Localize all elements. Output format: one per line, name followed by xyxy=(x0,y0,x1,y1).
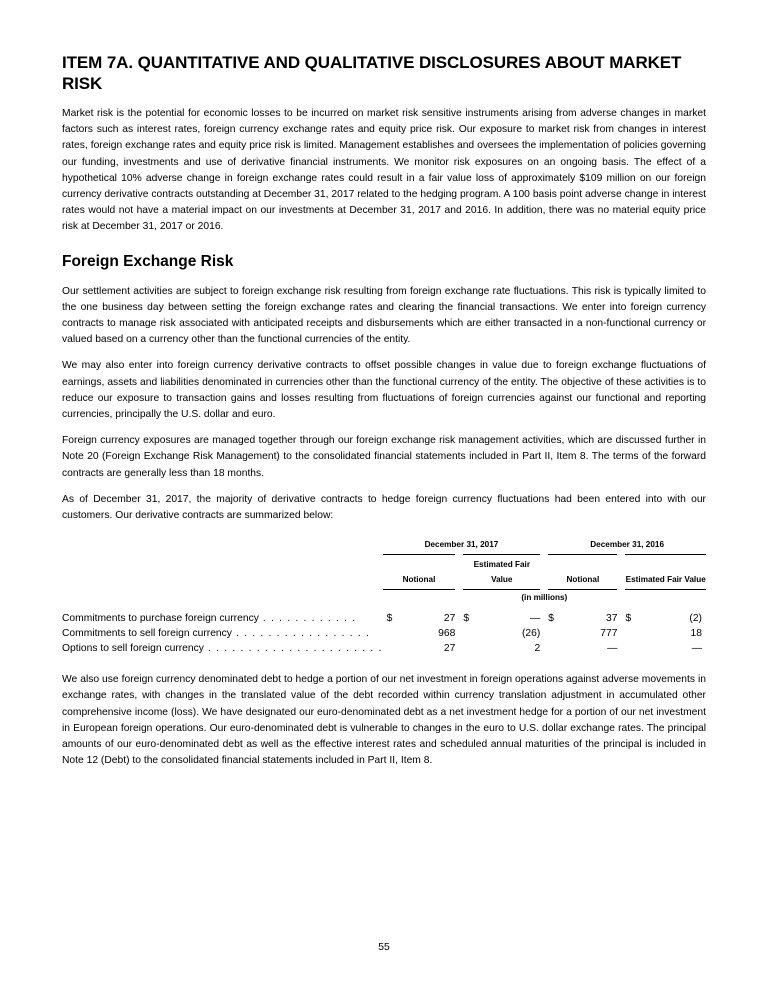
period-2017-header: December 31, 2017 xyxy=(383,537,545,555)
fair-value-2016-value: — xyxy=(691,643,702,655)
fair-value-2016-header: Estimated Fair Value xyxy=(621,555,706,590)
currency-symbol: $ xyxy=(386,613,393,625)
item-heading: ITEM 7A. QUANTITATIVE AND QUALITATIVE DISCLOSURES ABOUT MARKET RISK xyxy=(62,53,682,93)
fair-value-2016-value: (2) xyxy=(689,613,702,625)
notional-2016-header: Notional xyxy=(544,555,621,590)
body-paragraph-3: Foreign currency exposures are managed together through our foreign exchange risk management activities, which are discussed further in Note 20 (Foreign Exchange Risk Management) to the consolidated financial statements included in Part II, Item 8. The terms of the forward contracts are generally less than 18 months. xyxy=(62,435,706,479)
table-units: (in millions) xyxy=(521,593,568,603)
currency-symbol: $ xyxy=(463,613,470,625)
closing-paragraph: We also use foreign currency denominated debt to hedge a portion of our net investment in foreign operations against adverse movements in exchange rates, with changes in the translated value of the debt recorded within currency translation adjustment in accumulated other comprehensive income (loss). We have designated our euro-denominated debt as a net investment hedge for a portion of our net investment in European foreign operations. Our euro-denominated debt is vulnerable to changes in the euro to U.S. dollar exchange rates. The principal amounts of our euro-denominated debt as well as the effective interest rates and scheduled annual maturities of the principal is included in Note 12 (Debt) to the consolidated financial statements included in Part II, Item 8. xyxy=(62,674,706,767)
row-label: Options to sell foreign currency . . . . . . . . . . . . . . . . . . . . . . xyxy=(62,643,383,655)
period-2016-header: December 31, 2016 xyxy=(544,537,706,555)
table-column-header-row xyxy=(62,555,706,590)
body-paragraph-2: We may also enter into foreign currency derivative contracts to offset possible changes in value due to foreign exchange fluctuations of earnings, assets and liabilities denominated in currencies other than the functional currency of the entity. The objective of these activities is to reduce our exposure to transaction gains and losses resulting from fluctuations of foreign currencies against our functional and reporting currencies, principally the U.S. dollar and euro. xyxy=(62,360,706,421)
table-row xyxy=(62,605,706,626)
notional-2016-value: — xyxy=(607,643,618,655)
notional-2016-value: 777 xyxy=(600,628,618,640)
notional-2016-value: 37 xyxy=(605,613,618,625)
intro-paragraph: Market risk is the potential for economic losses to be incurred on market risk sensitive instruments arising from adverse changes in market factors such as interest rates, foreign currency exchange rates and equity price risk. Our exposure to market risk from changes in interest rates, foreign exchange rates and equity price risk is limited. Management establishes and oversees the implementation of policies governing our funding, investments and use of derivative financial instruments. We monitor risk exposures on an ongoing basis. The effect of a hypothetical 10% adverse change in foreign exchange rates could result in a fair value loss of approximately $109 million on our foreign currency derivative contracts outstanding at December 31, 2017 related to the hedging program. A 100 basis point adverse change in interest rates would not have a material impact on our investments at December 31, 2017 and 2016. In addition, there was no material equity price risk at December 31, 2017 or 2016. xyxy=(62,108,706,233)
fair-value-2017-header: Estimated Fair Value xyxy=(459,555,544,590)
notional-2017-value: 27 xyxy=(443,613,456,625)
table-units-row xyxy=(62,590,706,606)
fair-value-2016-value: 18 xyxy=(690,628,702,640)
body-paragraph-4: As of December 31, 2017, the majority of derivative contracts to hedge foreign currency fluctuations had been entered into with our customers. Our derivative contracts are summarized below: xyxy=(62,493,706,522)
table-row xyxy=(62,641,706,656)
body-paragraph-1: Our settlement activities are subject to foreign exchange risk resulting from foreign exchange rate fluctuations. This risk is typically limited to the one business day between setting the foreign exchange rates and clearing the financial transactions. We enter into foreign currency contracts to manage risk associated with anticipated receipts and disbursements which are either transacted in a non-functional currency or valued based on a currency other than the functional currencies of the entity. xyxy=(62,285,706,346)
table-row xyxy=(62,626,706,641)
notional-2017-header: Notional xyxy=(383,555,460,590)
fair-value-2017-value: 2 xyxy=(534,643,541,655)
row-label: Commitments to sell foreign currency . . . . . . . . . . . . . . . . . xyxy=(62,628,371,640)
currency-symbol: $ xyxy=(548,613,555,625)
currency-symbol: $ xyxy=(625,613,632,625)
table-period-header-row xyxy=(62,537,706,555)
derivative-contracts-table xyxy=(62,537,706,656)
notional-2017-value: 968 xyxy=(438,628,456,640)
section-subheading: Foreign Exchange Risk xyxy=(62,252,234,270)
notional-2017-value: 27 xyxy=(443,643,456,655)
page-number: 55 xyxy=(378,942,390,953)
fair-value-2017-value: — xyxy=(529,613,541,625)
document-page xyxy=(62,52,706,769)
fair-value-2017-value: (26) xyxy=(521,628,541,640)
row-label: Commitments to purchase foreign currency . . . . . . . . . . . . xyxy=(62,613,357,625)
